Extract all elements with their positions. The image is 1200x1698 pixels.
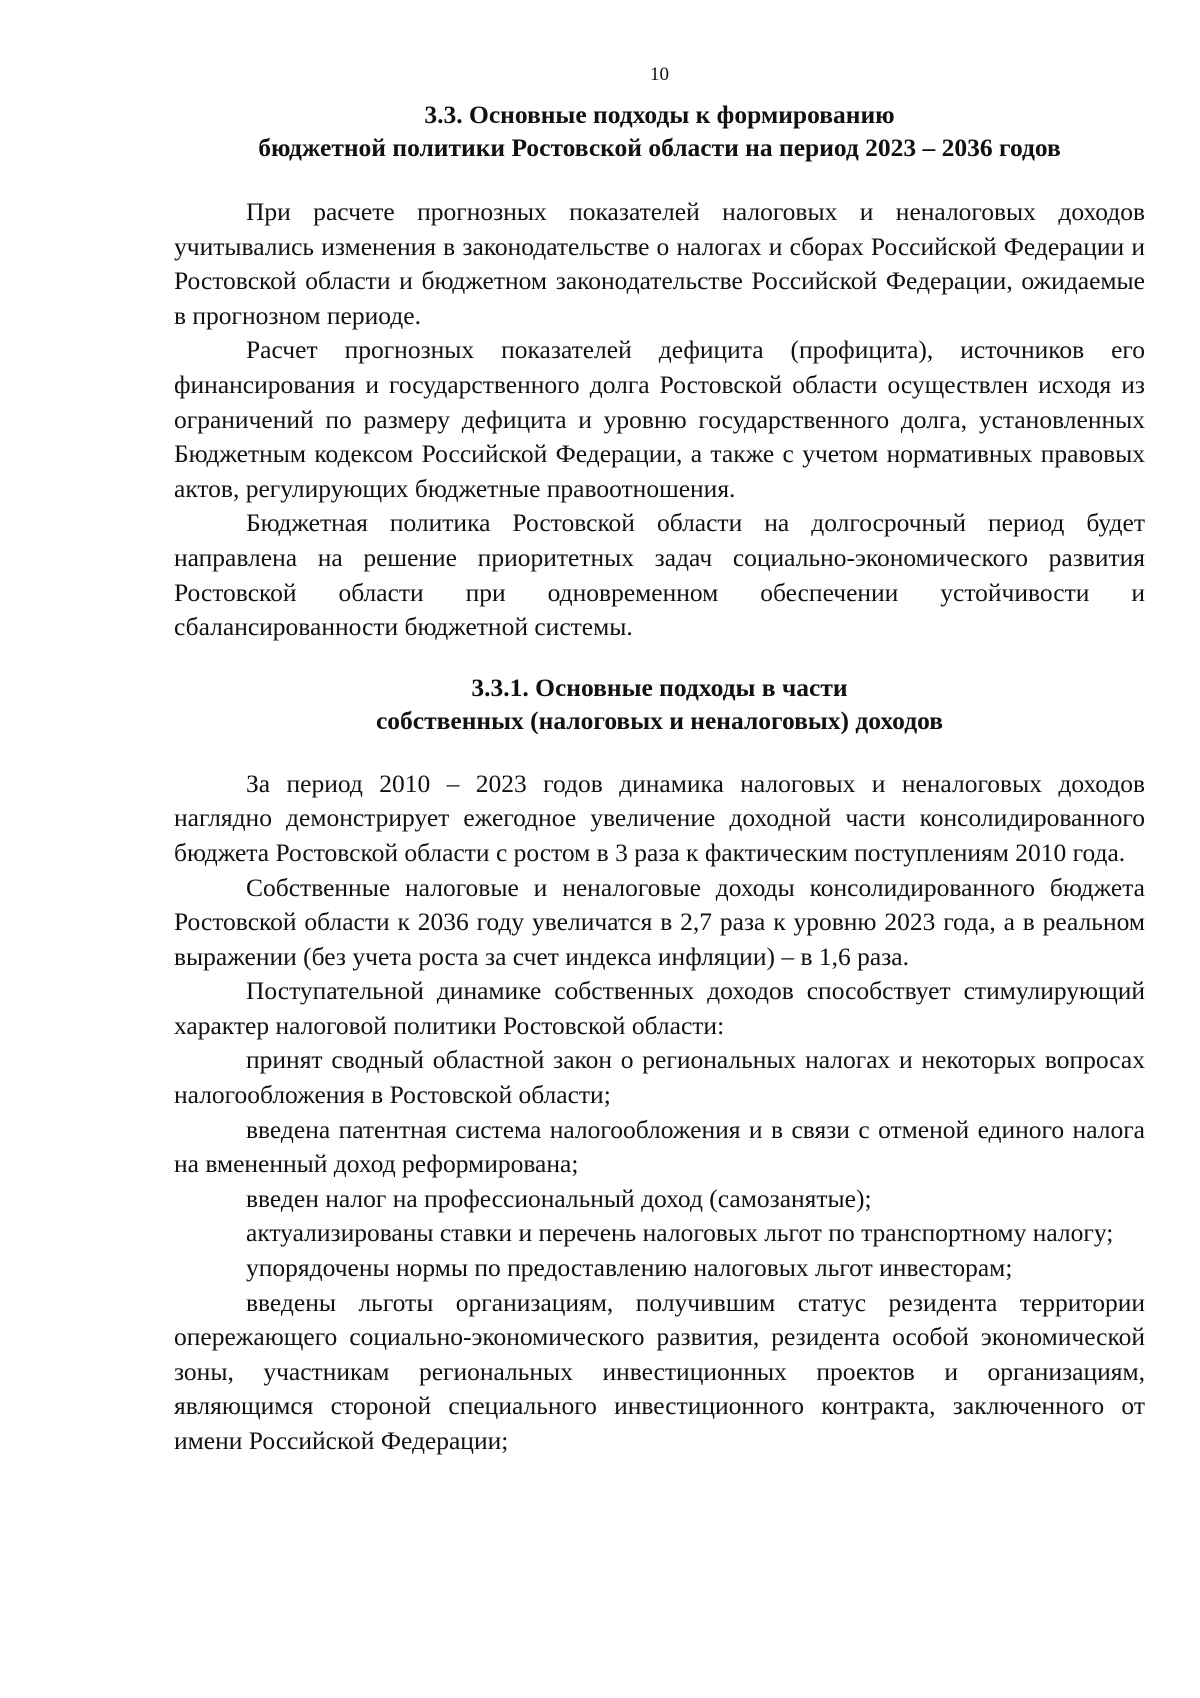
paragraph: За период 2010 – 2023 годов динамика налоговых и неналоговых доходов наглядно демонстрирует ежегодное увеличение доходной части консолидированного бюджета Ростовской области с ростом в 3 раза к фактическим поступлениям 2010 года. bbox=[174, 768, 1145, 867]
paragraph: Расчет прогнозных показателей дефицита (профицита), источников его финансирования и государственного долга Ростовской области осуществлен исходя из ограничений по размеру дефицита и уровню государственного долга, установленных Бюджетным кодексом Российской Федерации, а также с учетом нормативных правовых актов, регулирующих бюджетные правоотношения. bbox=[174, 335, 1145, 503]
list-item: упорядочены нормы по предоставлению налоговых льгот инвесторам; bbox=[246, 1253, 1013, 1283]
list-item: актуализированы ставки и перечень налоговых льгот по транспортному налогу; bbox=[246, 1218, 1114, 1248]
list-item: введена патентная система налогообложения и в связи с отменой единого налога на вмененный доход реформирована; bbox=[174, 1114, 1145, 1179]
paragraph: Собственные налоговые и неналоговые доходы консолидированного бюджета Ростовской области к 2036 году увеличатся в 2,7 раза к уровню 2023 года, а в реальном выражении (без учета роста за счет индекса инфляции) – в 1,6 раза. bbox=[174, 872, 1145, 971]
paragraph: При расчете прогнозных показателей налоговых и неналоговых доходов учитывались изменения в законодательстве о налогах и сборах Российской Федерации и Ростовской области и бюджетном законодательстве Российской Федерации, ожидаемые в прогнозном периоде. bbox=[174, 197, 1145, 330]
list-item: принят сводный областной закон о региональных налогах и некоторых вопросах налогообложения в Ростовской области; bbox=[174, 1045, 1145, 1110]
section-heading bbox=[174, 98, 1145, 164]
page-number: 10 bbox=[650, 64, 669, 85]
section-heading-line-1: 3.3. Основные подходы к формированию bbox=[424, 100, 895, 129]
paragraph: Бюджетная политика Ростовской области на долгосрочный период будет направлена на решение приоритетных задач социально-экономического развития Ростовской области при одновременном обеспечении устойчивости и сбалансированности бюджетной системы. bbox=[174, 508, 1145, 642]
subsection-body bbox=[174, 767, 1145, 1459]
section-heading-line-2: бюджетной политики Ростовской области на период 2023 – 2036 годов bbox=[258, 133, 1061, 162]
subsection-heading-line-2: собственных (налоговых и неналоговых) доходов bbox=[375, 705, 943, 735]
subsection-heading-line-1: 3.3.1. Основные подходы в части bbox=[471, 672, 848, 702]
subsection-heading bbox=[174, 671, 1145, 737]
list-item: введены льготы организациям, получившим статус резидента территории опережающего социально-экономического развития, резидента особой экономической зоны, участникам региональных инвестиционных проектов и организациям, являющимся стороной специального инвестиционного контракта, заключенного от имени Российской Федерации; bbox=[174, 1287, 1145, 1455]
section-body bbox=[174, 195, 1145, 645]
list-item: введен налог на профессиональный доход (самозанятые); bbox=[246, 1183, 872, 1213]
paragraph: Поступательной динамике собственных доходов способствует стимулирующий характер налоговой политики Ростовской области: bbox=[174, 976, 1145, 1040]
page-content bbox=[174, 62, 1145, 1459]
